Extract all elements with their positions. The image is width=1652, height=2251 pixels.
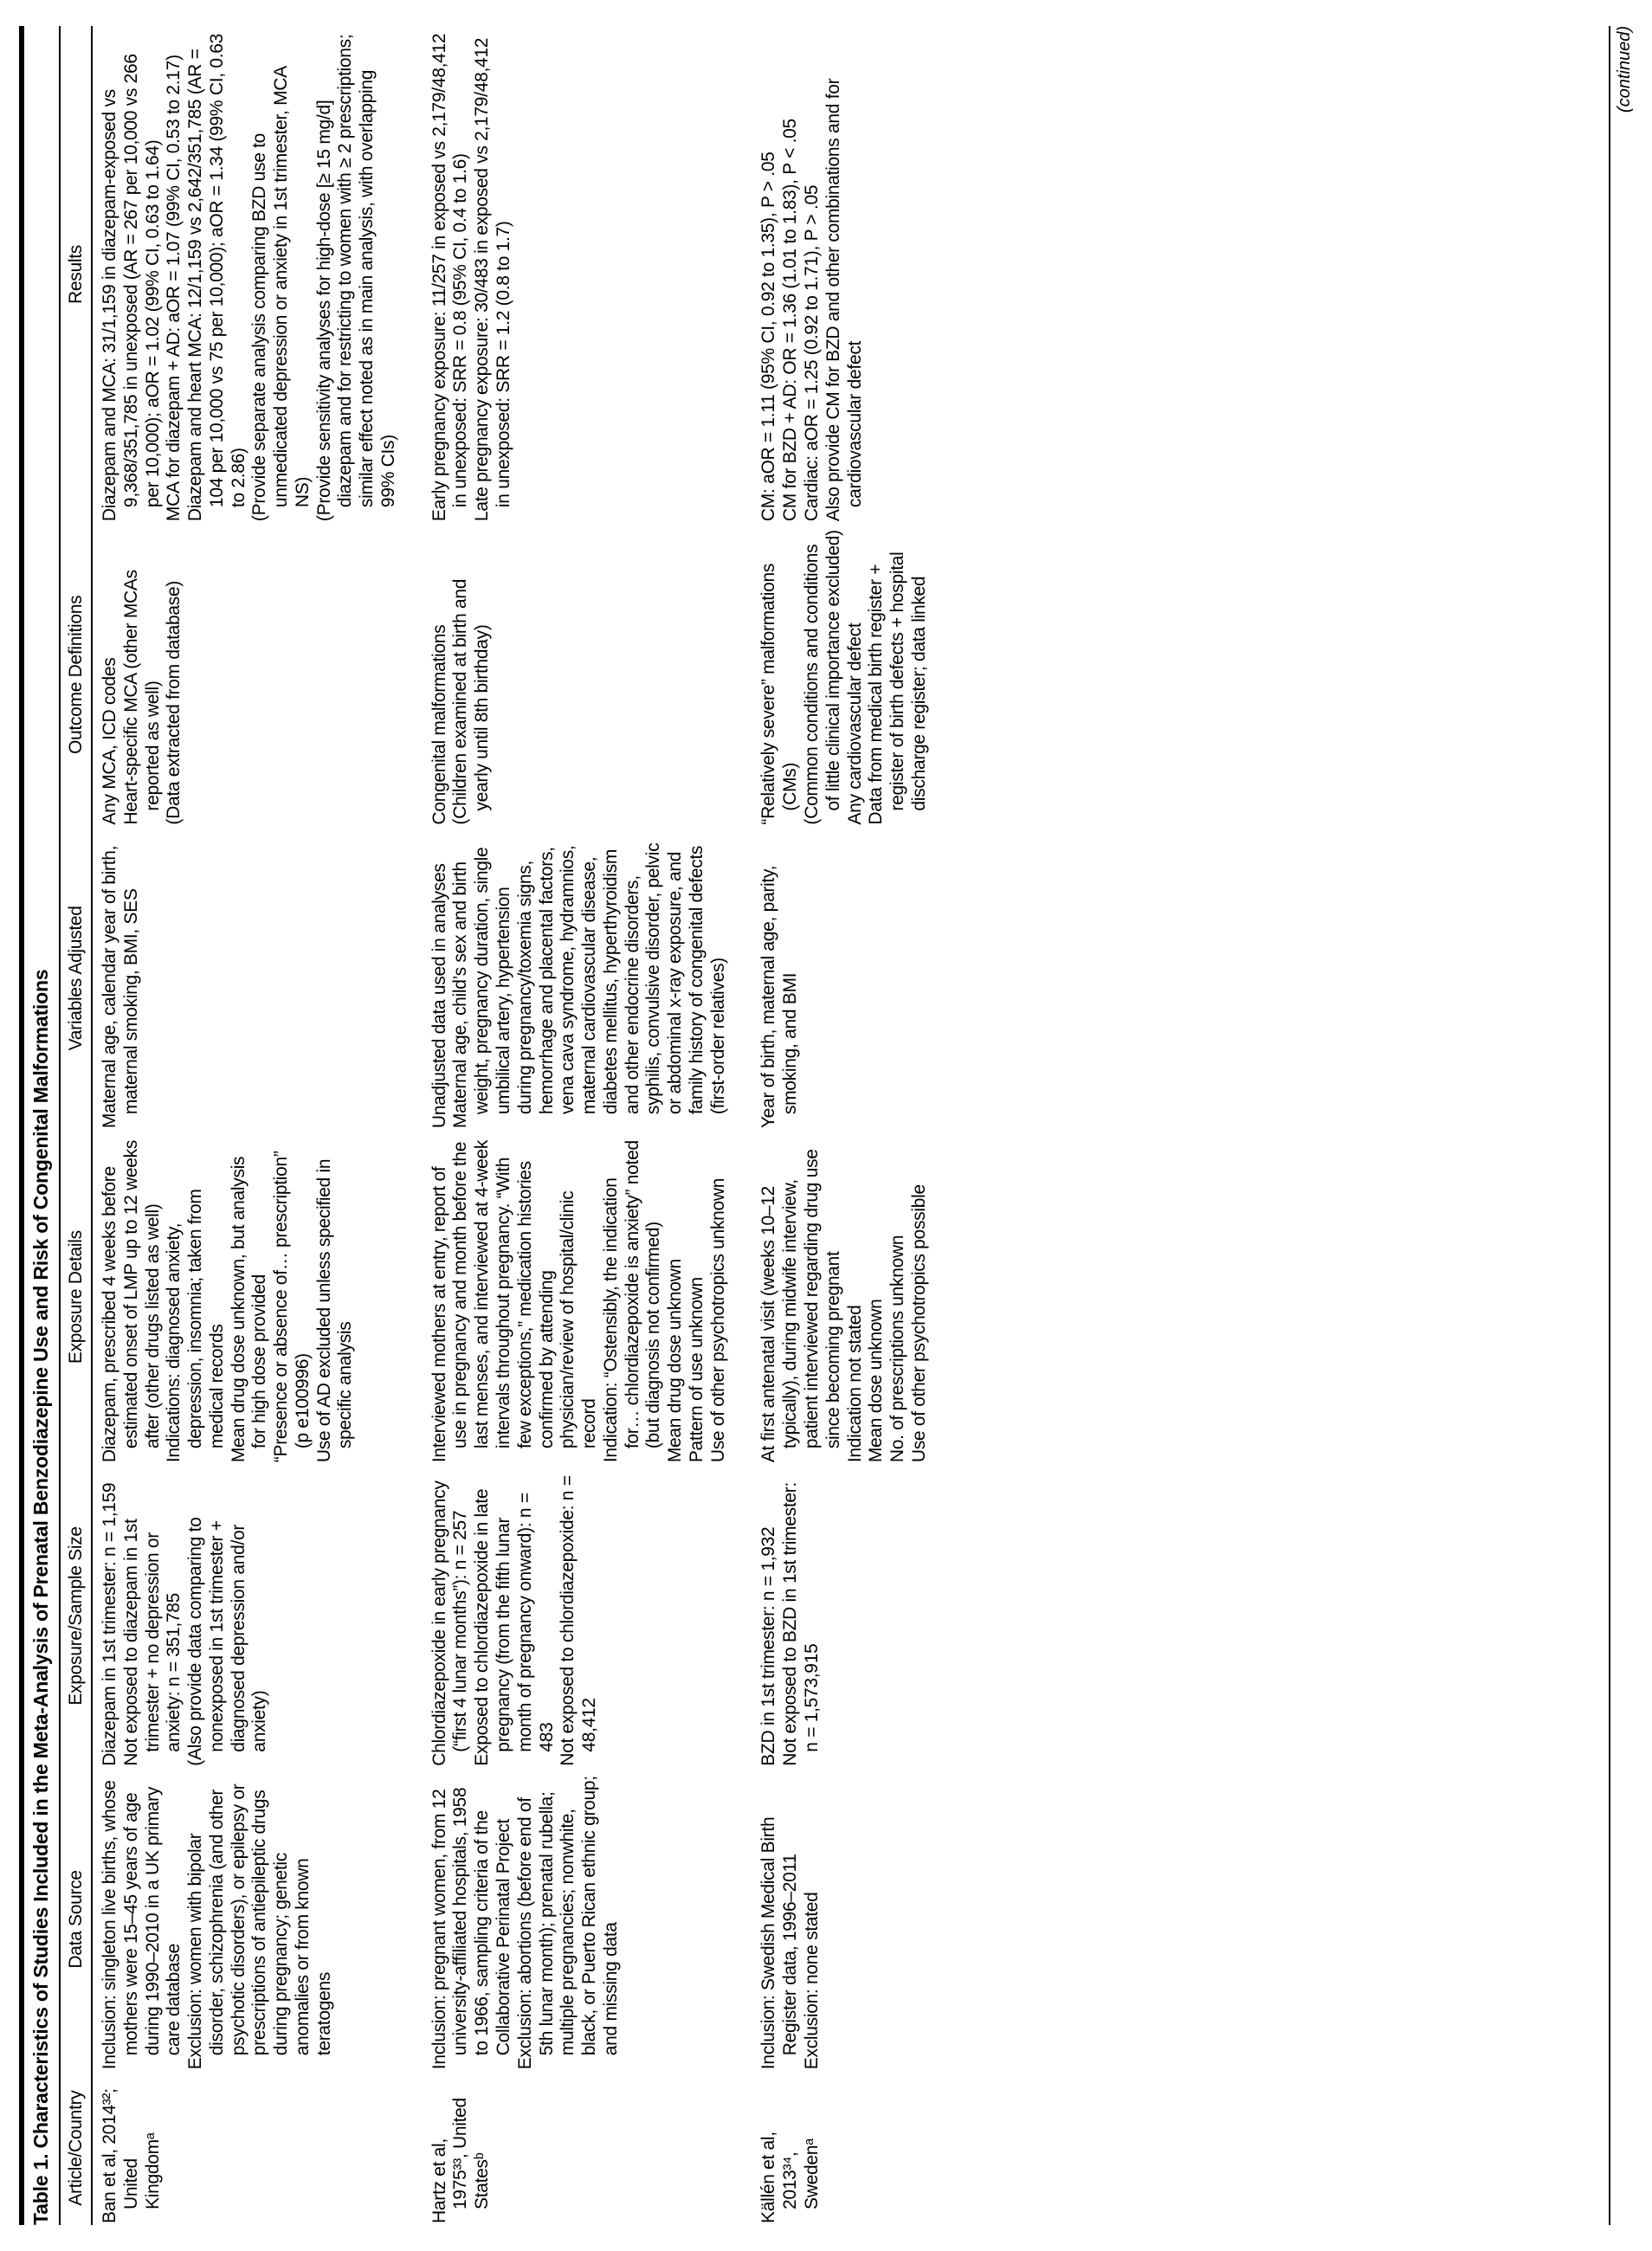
column-header-exposure-sample-size: Exposure/Sample Size (61, 1464, 92, 1768)
cell-paragraph: Mean drug dose unknown, but analysis for high dose provided (228, 1156, 270, 1463)
cell-paragraph: Mean drug dose unknown (665, 1259, 686, 1463)
continued-note: (continued) (1609, 26, 1635, 2225)
cell-paragraph: Not exposed to BZD in 1st trimester: n = 1,573,915 (780, 1482, 822, 1766)
cell-paragraph: Use of other psychotropics possible (908, 1184, 929, 1463)
cell-paragraph: Inclusion: pregnant women, from 12 university-affiliated hospitals, 1958 to 1966, sampling criteria of the Collaborative Perinatal Project (429, 1787, 514, 2070)
cell-paragraph: Maternal age, child’s sex and birth weight, pregnancy duration, single umbilical artery, hypertension during pregnancy/toxemia signs, hemorrhage and placental factors, vena cava syndrome, hydramnios, maternal cardiovascular disease, diabetes mellitus, hyperthyroidism and other endocrine disorders, syphilis, convulsive disorder, pelvic or abdominal x-ray exposure, and family history of congenital defects (first-order relatives) (450, 842, 728, 1129)
cell-paragraph: Use of other psychotropics unknown (707, 1177, 728, 1463)
cell-paragraph: Exclusion: none stated (801, 1892, 822, 2070)
cell-paragraph: BZD in 1st trimester: n = 1,932 (758, 1526, 779, 1766)
table-title: Table 1. Characteristics of Studies Included in the Meta-Analysis of Prenatal Benzodiazepine Use and Risk of Congenital Malformations (24, 26, 61, 2225)
cell-paragraph: MCA for diazepam + AD: aOR = 1.07 (99% CI, 0.53 to 2.17) (164, 55, 184, 522)
cell-paragraph: Diazepam, prescribed 4 weeks before estimated onset of LMP up to 12 weeks after (other drugs listed as well) (100, 1139, 163, 1463)
cell-paragraph: Heart-specific MCA (other MCAs reported as well) (120, 570, 163, 825)
cell-paragraph: “Relatively severe” malformations (CMs) (758, 563, 801, 825)
column-header-data-source: Data Source (61, 1768, 92, 2072)
column-header-article-country: Article/Country (61, 2071, 92, 2225)
cell-paragraph: Indications: diagnosed anxiety, depression, insomnia; taken from medical records (164, 1189, 227, 1463)
cell-paragraph: Not exposed to diazepam in 1st trimester + no depression or anxiety: n = 351,785 (120, 1519, 184, 1766)
cell-paragraph: CM for BZD + AD: OR = 1.36 (1.01 to 1.83), P < .05 (780, 119, 801, 522)
cell-paragraph: (Data extracted from database) (164, 580, 184, 825)
cell-data-source (92, 1768, 423, 2072)
table-row-hartz-1975 (423, 26, 752, 2225)
cell-paragraph: Year of birth, maternal age, parity, smoking, and BMI (758, 865, 801, 1129)
cell-variables-adjusted (423, 827, 752, 1131)
cell-variables-adjusted (752, 827, 952, 1131)
cell-paragraph: Exposed to chlordiazepoxide in late pregnancy (from the fifth lunar month of pregnancy onward): n = 483 (472, 1488, 557, 1766)
cell-outcome-definitions (92, 523, 423, 827)
cell-paragraph: Any MCA, ICD codes (100, 657, 119, 825)
cell-data-source (752, 1768, 952, 2072)
cell-paragraph: Not exposed to chlordiazepoxide: n = 48,412 (558, 1475, 600, 1766)
cell-paragraph: “Presence or absence of… prescription” (p e100996) (271, 1151, 313, 1463)
cell-paragraph: Diazepam and MCA: 31/1,159 in diazepam-exposed vs 9,368/351,785 in unexposed (AR = 267 per 10,000 vs 266 per 10,000); aOR = 1.02 (99% CI, 0.63 to 1.64) (100, 54, 163, 522)
cell-article-country (752, 2071, 952, 2225)
cell-variables-adjusted (92, 827, 423, 1131)
header-row (61, 26, 92, 2225)
cell-article-country (423, 2071, 752, 2225)
cell-paragraph: Indication: “Ostensibly, the indication for… chlordiazepoxide is anxiety” noted (but diagnosis not confirmed) (600, 1140, 664, 1463)
cell-outcome-definitions (752, 523, 952, 827)
cell-paragraph: Unadjusted data used in analyses (429, 863, 449, 1129)
cell-paragraph: Maternal age, calendar year of birth, maternal smoking, BMI, SES (100, 845, 141, 1129)
column-header-variables-adjusted: Variables Adjusted (61, 827, 92, 1131)
cell-paragraph: Mean dose unknown (866, 1299, 887, 1463)
column-header-results: Results (61, 26, 92, 523)
cell-exposure-sample-size (752, 1464, 952, 1768)
cell-exposure-details (423, 1130, 752, 1464)
cell-paragraph: Exclusion: abortions (before end of 5th lunar month); prenatal rubella; multiple pregnancies; nonwhite, black, or Puerto Rican ethnic group; and missing data (514, 1776, 621, 2070)
table-row-ban-2014 (92, 26, 423, 2225)
cell-exposure-details (752, 1130, 952, 1464)
cell-paragraph: Exclusion: women with bipolar disorder, schizophrenia (and other psychotic disorders), or epilepsy or prescriptions of antiepileptic drugs during pregnancy; genetic anomalies or from known teratogens (185, 1783, 334, 2070)
cell-exposure-sample-size (92, 1464, 423, 1768)
cell-paragraph: (Provide separate analysis comparing BZD use to unmedicated depression or anxiety in 1st trimester, MCA NS) (249, 67, 313, 522)
cell-data-source (423, 1768, 752, 2072)
column-header-outcome-definitions: Outcome Definitions (61, 523, 92, 827)
article-label: Källén et al, 2013³⁴, Swedenᵃ (758, 2132, 822, 2223)
cell-paragraph: Use of AD excluded unless specified in specific analysis (313, 1158, 356, 1463)
cell-results (423, 26, 752, 523)
cell-results (92, 26, 423, 523)
cell-paragraph: Pattern of use unknown (686, 1277, 707, 1463)
cell-paragraph: Interviewed mothers at entry, report of use in pregnancy and month before the last menses, and interviewed at 4-week intervals throughout pregnancy. “With few exceptions,” medication histories confirmed by attending physician/review of hospital/clinic record (429, 1139, 600, 1463)
cell-paragraph: Also provide CM for BZD and other combinations and for cardiovascular defect (823, 78, 865, 522)
study-characteristics-table (61, 26, 953, 2225)
cell-paragraph: Any cardiovascular defect (844, 622, 865, 825)
article-label: Hartz et al, 1975³³, United Statesᵇ (429, 2098, 493, 2223)
cell-exposure-details (92, 1130, 423, 1464)
cell-paragraph: Indication not stated (844, 1305, 865, 1463)
cell-paragraph: Diazepam in 1st trimester: n = 1,159 (100, 1482, 119, 1766)
cell-paragraph: Diazepam and heart MCA: 12/1,159 vs 2,642/351,785 (AR = 104 per 10,000 vs 75 per 10,000); aOR = 1.34 (99% CI, 0.63 to 2.86) (185, 34, 248, 522)
bottom-spacer (953, 26, 1609, 2225)
table-row-kallen-2013 (752, 26, 952, 2225)
article-label: Ban et al, 2014³²; United Kingdomᵃ (100, 2088, 163, 2223)
cell-paragraph: At first antenatal visit (weeks 10–12 typically), during midwife interview, patient interviewed regarding drug use since becoming pregnant (758, 1149, 843, 1463)
cell-paragraph: Late pregnancy exposure: 30/483 in exposed vs 2,179/48,412 in unexposed: SRR = 1.2 (0.8 to 1.7) (472, 37, 514, 522)
cell-paragraph: Data from medical birth register + register of birth defects + hospital discharge register; data linked (866, 551, 929, 825)
cell-paragraph: (Common conditions and conditions of little clinical importance excluded) (801, 530, 843, 825)
cell-paragraph: CM: aOR = 1.11 (95% CI, 0.92 to 1.35), P > .05 (758, 152, 779, 522)
cell-exposure-sample-size (423, 1464, 752, 1768)
cell-paragraph: Inclusion: singleton live births, whose mothers were 15–45 years of age during 1990–2010 in a UK primary care database (100, 1780, 184, 2070)
cell-paragraph: Inclusion: Swedish Medical Birth Register data, 1996–2011 (758, 1816, 801, 2070)
cell-paragraph: (Provide sensitivity analyses for high-dose [≥ 15 mg/d] diazepam and for restricting to women with ≥ 2 prescriptions; similar effect noted as in main analysis, with overlapping 99% CIs) (313, 34, 398, 522)
cell-paragraph: (Children examined at birth and yearly until 8th birthday) (450, 578, 493, 825)
cell-paragraph: Congenital malformations (429, 624, 449, 825)
column-header-exposure-details: Exposure Details (61, 1130, 92, 1464)
cell-paragraph: Early pregnancy exposure: 11/257 in exposed vs 2,179/48,412 in unexposed: SRR = 0.8 (95% CI, 0.4 to 1.6) (429, 33, 471, 522)
cell-results (752, 26, 952, 523)
cell-outcome-definitions (423, 523, 752, 827)
cell-paragraph: (Also provide data comparing to nonexposed in 1st trimester + diagnosed depression and/or anxiety) (185, 1517, 270, 1766)
cell-paragraph: Chlordiazepoxide in early pregnancy (“first 4 lunar months”): n = 257 (429, 1480, 471, 1766)
cell-paragraph: No. of prescriptions unknown (887, 1235, 908, 1463)
cell-article-country (92, 2071, 423, 2225)
cell-paragraph: Cardiac: aOR = 1.25 (0.92 to 1.71), P > .05 (801, 184, 822, 522)
